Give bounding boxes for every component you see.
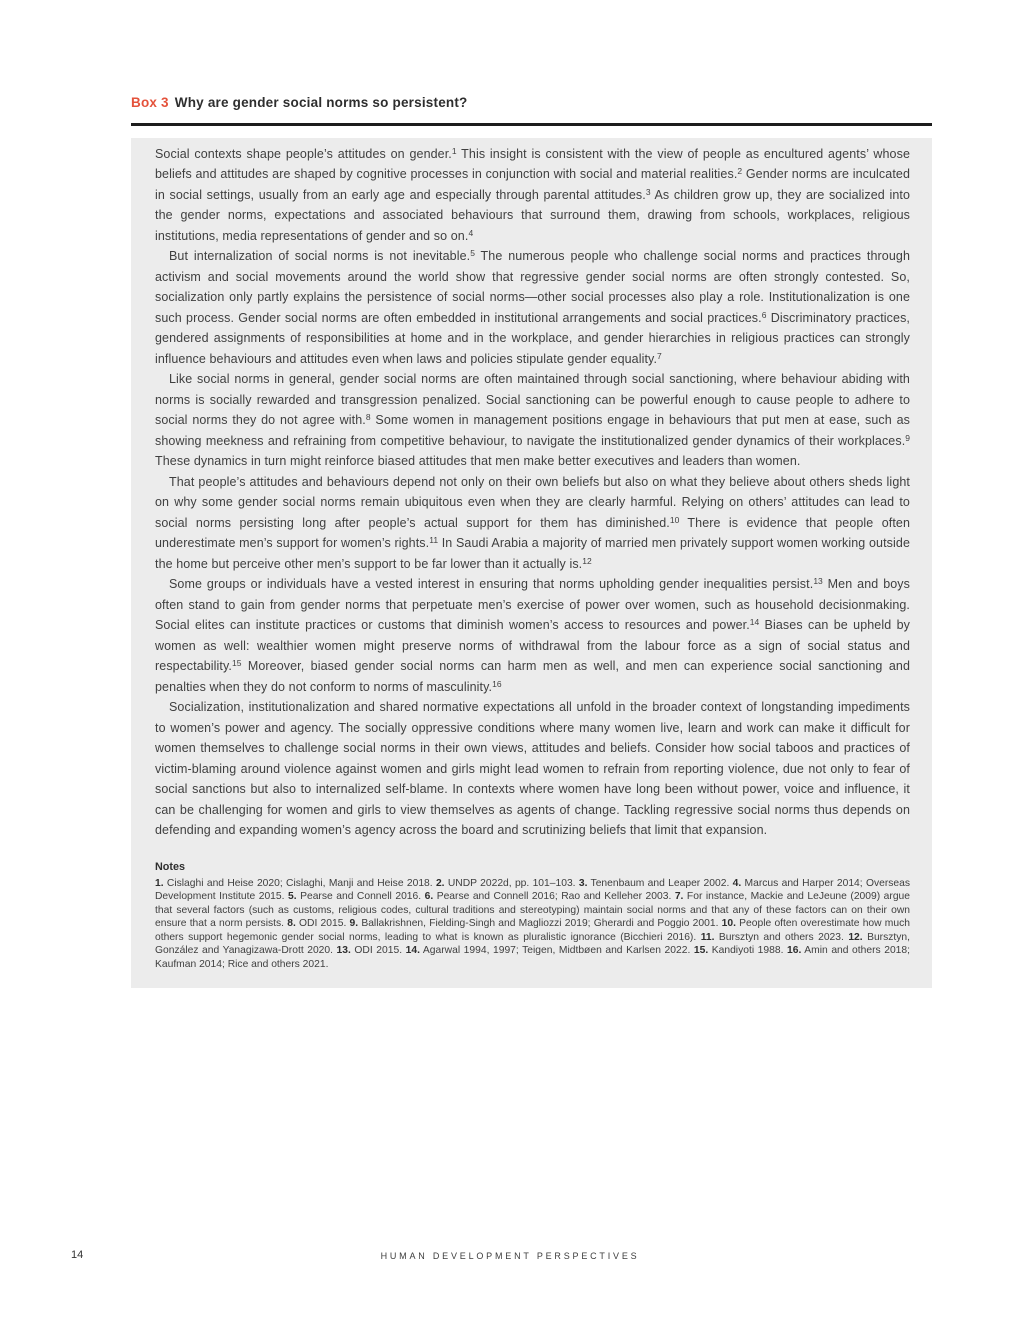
paragraph: Social contexts shape people’s attitudes on gender.$^1$ This insight is consistent with the view of people as encultured agents’ whose beliefs and attitudes are shaped by cognitive processes in conjunction with social and material realities.$^2$ Gender norms are inculcated in social settings, usually from an early age and especially through parental attitudes.$^3$ As children grow up, they are socialized into the gender norms, expectations and associated behaviours that surround them, drawing from schools, workplaces, religious institutions, media representations of gender and so on.$^4$: [155, 145, 911, 243]
notes-heading: Notes: [155, 860, 185, 873]
note-number: 12.: [848, 931, 863, 943]
footnote-ref: 14: [749, 617, 760, 627]
footnote-ref: 13: [813, 576, 823, 586]
paragraph: Like social norms in general, gender social norms are often maintained through social sanctioning, where behaviour abiding with norms is socially rewarded and transgression penalized. Social sanctioning can be powerful enough to cause people to adhere to social norms they do not agree with.$^8$ Some women in management positions engage in behaviours that put men at ease, such as showing meekness and refraining from competitive behaviour, to navigate the institutionalized gender dynamics of their workplaces.$^9$ These dynamics in turn might reinforce biased attitudes that men make better executives and leaders than women.: [155, 372, 910, 468]
note-number: 14.: [405, 945, 420, 957]
footnote-ref: 3: [645, 186, 651, 197]
paragraph: But internalization of social norms is not inevitable.$^5$ The numerous people who challenge social norms and practices through activism and social movements around the world show that regressive gender social norms are often strongly contested. So, socialization only partly explains the persistence of social norms—other social processes also play a role. Institutionalization is one such process. Gender social norms are often embedded in institutional arrangements and social practices.$^6$ Discriminatory practices, gendered assignments of responsibilities at home and in the workplace, and gender hierarchies in religious practices can strongly influence behaviours and attitudes even when laws and policies stipulate gender equality.$^7$: [155, 248, 911, 366]
title-rule: [131, 123, 932, 126]
paragraph: Some groups or individuals have a vested interest in ensuring that norms upholding gender inequalities persist.$^{13}$ Men and boys often stand to gain from gender norms that perpetuate men’s exercise of power over women, such as household decisionmaking. Social elites can institute practices or customs that diminish women’s access to resources and power.$^{14}$ Biases can be upheld by women as well: wealthier women might preserve norms of withdrawal from the labour force as a sign of social status and respectability.$^{15}$ Moreover, biased gender social norms can harm men as well, and men can experience social sanctioning and penalties when they do not conform to norms of masculinity.$^{16}$: [155, 576, 911, 694]
note-number: 1.: [155, 877, 164, 889]
footnote-ref: 2: [737, 166, 743, 176]
footnote-ref: 6: [761, 309, 767, 320]
footnote-ref: 12: [582, 555, 592, 566]
note-number: 2.: [435, 877, 445, 889]
footnote-ref: 9: [905, 432, 910, 443]
note-number: 3.: [578, 877, 588, 889]
note-number: 9.: [349, 918, 359, 930]
note-number: 6.: [424, 891, 434, 903]
footnote-ref: 5: [470, 248, 475, 258]
footnote-ref: 15: [232, 658, 242, 668]
footnote-ref: 1: [451, 145, 457, 156]
footnote-ref: 10: [669, 514, 680, 525]
notes-text: 1. Cislaghi and Heise 2020; Cislaghi, Manji and Heise 2018. 2. UNDP 2022d, pp. 101–103. 3. Tenenbaum and Leaper 2002. 4. Marcus and Harper 2014; Overseas Development Institute 2015. 5. Pearse and Connell 2016. 6. Pearse and Connell 2016; Rao and Kelleher 2003. 7. For instance, Mackie and LeJeune (2009) argue that several factors (such as customs, religious codes, cultural traditions and stereotyping) maintain social norms and that any of these factors can on their own ensure that a norm persists. 8. ODI 2015. 9. Ballakrishnen, Fielding-Singh and Magliozzi 2019; Gherardi and Poggio 2001. 10. People often overestimate how much others support hegemonic gender social norms, leading to what is known as pluralistic ignorance (Bicchieri 2016). 11. Bursztyn and others 2023. 12. Bursztyn, González and Yanagizawa-Drott 2020. 13. ODI 2015. 14. Agarwal 1994, 1997; Teigen, Midtbøen and Karlsen 2022. 15. Kandiyoti 1988. 16. Amin and others 2018; Kaufman 2014; Rice and others 2021.: [155, 877, 911, 971]
note-number: 7.: [674, 891, 684, 903]
footer-page-number: 14: [71, 1249, 84, 1261]
footnote-ref: 7: [657, 350, 662, 361]
box-label: Box 3: [131, 95, 169, 110]
footer-running-title: HUMAN DEVELOPMENT PERSPECTIVES: [380, 1251, 640, 1261]
paragraph: Socialization, institutionalization and shared normative expectations all unfold in the broader context of longstanding impediments to women’s power and agency. The socially oppressive conditions where many women live, learn and work can make it difficult for women themselves to challenge social norms in their own views, attitudes and beliefs. Consider how social taboos and practices of victim-blaming around violence against women and girls might lead women to refrain from reporting violence, due not only to fear of social sanctions but also to internalized self-blame. In contexts where women have long been without power, voice and influence, it can be challenging for women and girls to view themselves as agents of change. Tackling regressive social norms thus depends on defending and expanding women’s agency across the board and scrutinizing beliefs that limit that expansion.: [155, 700, 910, 837]
footnote-ref: 16: [492, 678, 502, 689]
box-title: Why are gender social norms so persistent?: [174, 95, 468, 110]
footnote-ref: 8: [365, 412, 371, 422]
note-number: 8.: [287, 918, 296, 930]
footnote-ref: 4: [468, 227, 474, 238]
footnote-ref: 11: [429, 535, 439, 545]
note-number: 11.: [700, 931, 715, 943]
note-number: 13.: [336, 945, 351, 957]
note-number: 15.: [693, 945, 709, 957]
note-number: 16.: [787, 945, 802, 957]
note-number: 5.: [288, 891, 297, 903]
box-header: [131, 95, 932, 110]
box-content: [131, 138, 932, 988]
note-number: 4.: [732, 877, 742, 889]
note-number: 10.: [721, 918, 736, 930]
box-article: [131, 95, 932, 988]
paragraph: That people’s attitudes and behaviours depend not only on their own beliefs but also on what they believe about others sheds light on why some gender social norms remain ubiquitous even when they are clearly harmful. Relying on others’ attitudes can lead to social norms persisting long after people’s actual support for them has diminished.$^{10}$ There is evidence that people often underestimate men’s support for women’s rights.$^{11}$ In Saudi Arabia a majority of married men privately support women working outside the home but perceive other men’s support to be far lower than it actually is.$^{12}$: [155, 474, 911, 571]
box-paragraphs: [155, 144, 910, 841]
